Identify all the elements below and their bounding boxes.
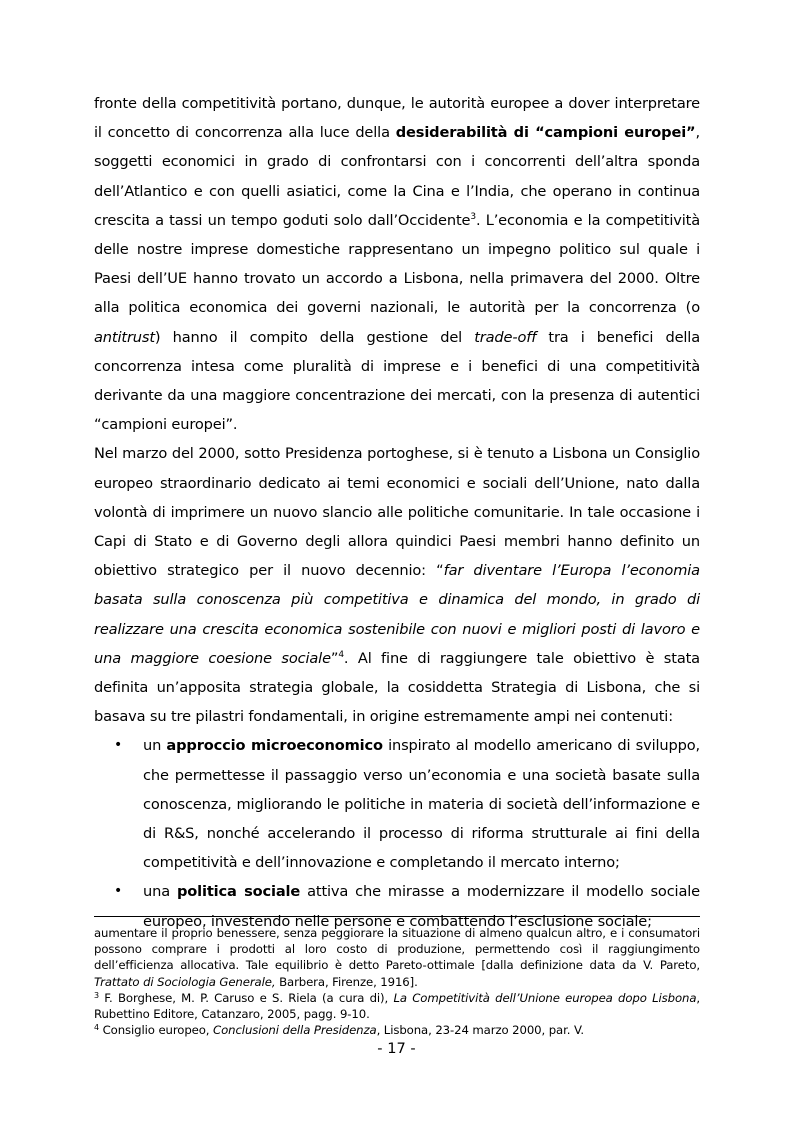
text-run: un [143,737,167,755]
text-run: , soggetti economici in grado di confrontarsi con i concorrenti dell’altra sponda dell’Atlantico e con quelli asiatici, come la Cina e l’India, che operano in continua crescita a tassi un tempo goduti solo dall’Occidente [94,124,700,229]
bullet-icon: • [114,737,123,754]
italic-phrase: antitrust [94,328,155,346]
text-run: fronte della competitività portano, dunque, le autorità europee a dover interpretare il concetto di concorrenza alla luce della [94,95,700,142]
text-run: inspirato al modello americano di sviluppo, che permettesse il passaggio verso un’economia e una società basate sulla conoscenza, migliorando le politiche in materia di società dell’informazione e di R&S, nonché accelerando il processo di riforma strutturale ai fini della competitività e dell’innovazione e completando il mercato interno; [143,737,700,872]
footnote-number: 4 [94,1023,99,1033]
italic-phrase: trade-off [474,328,537,346]
main-text [94,89,700,936]
footnote-continuation [94,925,700,990]
text-run: , Lisbona, 23-24 marzo 2000, par. V. [376,1023,584,1038]
bullet-list [94,731,700,935]
italic-title: La Competitività dell’Unione europea dopo Lisbona [393,990,697,1005]
footnote-separator [94,916,700,917]
page-number: - 17 - [377,1040,416,1057]
text-run: Consiglio europeo, [99,1023,214,1038]
text-run: ” [330,649,339,667]
footnote-4 [94,1022,700,1038]
text-run: una [143,883,177,901]
italic-title: Conclusioni della Presidenza [213,1023,377,1038]
paragraph-1 [94,89,700,439]
footnote-3 [94,990,700,1022]
text-run: . Al fine di raggiungere tale obiettivo è stata definita un’apposita strategia globale, la cosiddetta Strategia di Lisbona, che si basava su tre pilastri fondamentali, in origine estremamente ampi nei contenuti: [94,649,700,726]
text-run: aumentare il proprio benessere, senza peggiorare la situazione di almeno qualcun altro, e i consumatori possono comprare i prodotti al loro costo di produzione, permettendo così il raggiungimento dell’efficienza allocativa. Tale equilibrio è detto Pareto-ottimale [dalla definizione data da V. Pareto, [94,926,700,973]
text-run: tra i benefici della concorrenza intesa come pluralità di imprese e i benefici di una competitività derivante da una maggiore concentrazione dei mercati, con la presenza di autentici “campioni europei”. [94,328,701,434]
text-run: , Rubettino Editore, Catanzaro, 2005, pagg. 9-10. [94,990,701,1022]
text-run: attiva che mirasse a modernizzare il modello sociale europeo, investendo nelle persone e combattendo l’esclusione sociale; [143,883,700,930]
text-run: F. Borghese, M. P. Caruso e S. Riela (a cura di), [99,990,394,1005]
italic-quote: far diventare l’Europa l’economia basata sulla conoscenza più competitiva e dinamica del mondo, in grado di realizzare una crescita economica sostenibile con nuovi e migliori posti di lavoro e una maggiore coesione sociale [94,562,700,667]
bold-phrase: desiderabilità di “campioni europei” [395,124,696,142]
text-run: . L’economia e la competitività delle nostre imprese domestiche rappresentano un impegno politico sul quale i Paesi dell’UE hanno trovato un accordo a Lisbona, nella primavera del 2000. Oltre alla politica economica dei governi nazionali, le autorità per la concorrenza (o [94,211,701,317]
footnote-ref-4: 4 [338,649,344,660]
text-run: ) hanno il compito della gestione del [154,328,475,346]
text-run: Nel marzo del 2000, sotto Presidenza portoghese, si è tenuto a Lisbona un Consiglio europeo straordinario dedicato ai temi economici e sociali dell’Unione, nato dalla volontà di imprimere un nuovo slancio alle politiche comunitarie. In tale occasione i Capi di Stato e di Governo degli allora quindici Paesi membri hanno definito un obiettivo strategico per il nuovo decennio: “ [94,445,700,580]
paragraph-2 [94,439,700,731]
text-run: Barbera, Firenze, 1916]. [275,974,418,989]
list-item [94,731,700,877]
footnote-number: 3 [94,990,99,1000]
footnote-ref-3: 3 [470,211,476,222]
bold-phrase: approccio microeconomico [166,737,383,755]
footnotes [94,925,700,1038]
bullet-icon: • [114,883,123,900]
italic-title: Trattato di Sociologia Generale, [94,974,276,989]
bold-phrase: politica sociale [176,883,301,901]
